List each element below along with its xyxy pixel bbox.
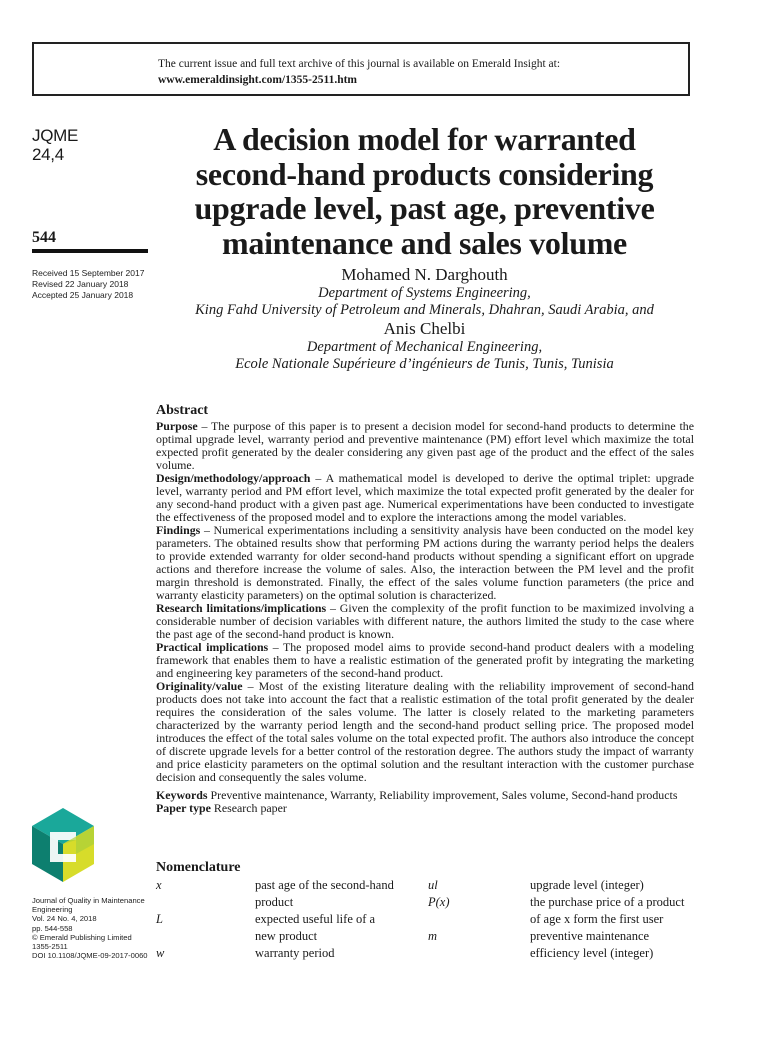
nomenclature-symbol: L	[156, 912, 163, 926]
section-label: Practical implications	[156, 640, 269, 654]
nomenclature-symbol: ul	[428, 878, 438, 892]
abstract-findings	[156, 524, 694, 602]
issn: 1355-2511	[32, 942, 68, 952]
journal-access-box	[32, 42, 690, 96]
nomenclature-definition: product	[255, 895, 294, 909]
accepted-date: Accepted 25 January 2018	[32, 290, 134, 300]
nomenclature-definition: warranty period	[255, 946, 335, 960]
abstract-limitations	[156, 602, 694, 641]
copyright: © Emerald Publishing Limited	[32, 932, 132, 942]
nomenclature-definition: new product	[255, 929, 318, 943]
nomenclature-symbol: x	[156, 878, 162, 892]
abstract-practical	[156, 641, 694, 680]
section-label: Research limitations/implications	[156, 601, 327, 615]
nomenclature-symbol: m	[428, 929, 438, 943]
received-date: Received 15 September 2017	[32, 268, 145, 278]
author-department: Department of Mechanical Engineering,	[306, 339, 543, 355]
abstract-originality	[156, 680, 694, 784]
keywords-label: Keywords	[156, 788, 208, 802]
journal-name-cont: Engineering	[32, 905, 73, 915]
nomenclature-symbol: P(x)	[428, 895, 450, 909]
keywords-text: Preventive maintenance, Warranty, Reliability improvement, Sales volume, Second-hand products	[207, 788, 678, 802]
author-block	[152, 265, 697, 373]
abstract-heading: Abstract	[156, 403, 209, 418]
abstract-purpose	[156, 420, 694, 472]
author-department: Department of Systems Engineering,	[318, 285, 531, 301]
title-line: second-hand products considering	[195, 155, 654, 192]
emerald-logo-icon	[32, 808, 94, 882]
journal-url-link[interactable]: www.emeraldinsight.com/1355-2511.htm	[158, 74, 358, 86]
access-notice: The current issue and full text archive of this journal is available on Emerald Insight at:	[158, 58, 561, 70]
nomenclature-definition: preventive maintenance	[530, 929, 650, 943]
paper-type	[156, 802, 694, 815]
sidebar-rule	[32, 249, 148, 253]
journal-abbrev: JQME	[32, 126, 79, 145]
section-label: Originality/value	[156, 679, 243, 693]
section-text: – The proposed model aims to provide second-hand product dealers with a modeling framework that enables them to have a realistic estimation of the generated profit by integrating the marketing and engineering key parameters of the second-hand product.	[156, 640, 694, 680]
page-range: pp. 544-558	[32, 923, 73, 933]
journal-name: Journal of Quality in Maintenance	[32, 896, 145, 905]
nomenclature-definition: upgrade level (integer)	[530, 878, 644, 892]
author-name: Anis Chelbi	[383, 319, 466, 338]
revised-date: Revised 22 January 2018	[32, 279, 129, 289]
article-dates	[32, 268, 144, 301]
section-text: – The purpose of this paper is to present a decision model for second-hand products to determine the optimal upgrade level, warranty period and preventive maintenance (PM) effort level which maximize the total expected profit generated by the dealer considering any given past age of the product and the effect of the sales volume.	[156, 419, 694, 472]
section-label: Purpose	[156, 419, 198, 433]
section-label: Design/methodology/approach	[156, 471, 311, 485]
doi-link[interactable]: DOI 10.1108/JQME-09-2017-0060	[32, 951, 148, 961]
section-text: – Given the complexity of the profit function to be maximized involving a considerable number of decision variables with different nature, the authors limited the study to the case where the past age of the second-hand product is known.	[156, 601, 694, 641]
nomenclature-definition: past age of the second-hand	[255, 878, 394, 892]
section-text: – A mathematical model is developed to derive the optimal triplet: upgrade level, warranty period and PM effort level, which maximize the total expected profit generated by the dealer for any second-hand product with a given past age. Numerical experimentations have been conducted to investigate the effectiveness of the proposed model and to explore the interactions among the model variables.	[156, 471, 694, 524]
title-line: A decision model for warranted	[213, 121, 636, 157]
journal-code	[32, 126, 78, 164]
nomenclature-symbol: w	[156, 946, 165, 960]
volume-issue: 24,4	[32, 145, 64, 164]
paper-type-label: Paper type	[156, 801, 211, 815]
publication-info	[32, 896, 148, 960]
author-institution: Ecole Nationale Supérieure d’ingénieurs de Tunis, Tunis, Tunisia	[235, 356, 614, 372]
title-line: maintenance and sales volume	[222, 224, 627, 261]
nomenclature-heading: Nomenclature	[156, 860, 241, 875]
nomenclature-definition: of age x form the first user	[530, 912, 664, 926]
section-text: – Most of the existing literature dealing with the reliability improvement of second-hand products does not take into account the fact that a realistic estimation of the total profit generated by the dealer requires the consideration of the sales volume. The latter is closely related to the marketing parameters characterized by the warranty period length and the second-hand product selling price. The proposed model introduces the effect of the total sales volume on the total expected profit. The authors also introduce the concept of discrete upgrade levels for a better control of the restoration degree. The authors study the impact of warranty and price elasticity parameters on the optimal solution and the resultant interaction with the customer purchase decision and consequently the sales volume.	[156, 679, 694, 784]
title-line: upgrade level, past age, preventive	[194, 190, 655, 226]
abstract-design	[156, 472, 694, 524]
article-title	[152, 122, 697, 260]
nomenclature-definition: expected useful life of a	[255, 912, 376, 926]
abstract-section	[156, 404, 694, 815]
section-text: – Numerical experimentations including a sensitivity analysis have been conducted on the model key parameters. The obtained results show that performing PM actions during the warranty period helps the dealers to provide extended warranty for older second-hand products without spending a significant effort on upgrade actions and therefore increase the volume of sales. Also, the interaction between the PM level and the profit margin threshold is demonstrated. Finally, the effect of the sales volume function parameters (the price and warranty elasticity parameters) on the optimal solution is characterized.	[156, 523, 694, 602]
author-name: Mohamed N. Darghouth	[341, 265, 508, 284]
volume-info: Vol. 24 No. 4, 2018	[32, 914, 97, 924]
nomenclature-definition: efficiency level (integer)	[530, 946, 654, 960]
section-label: Findings	[156, 523, 201, 537]
page-number: 544	[32, 229, 56, 246]
author-institution: King Fahd University of Petroleum and Minerals, Dhahran, Saudi Arabia, and	[195, 302, 654, 318]
paper-type-text: Research paper	[210, 801, 287, 815]
nomenclature-definition: the purchase price of a product	[530, 895, 685, 909]
